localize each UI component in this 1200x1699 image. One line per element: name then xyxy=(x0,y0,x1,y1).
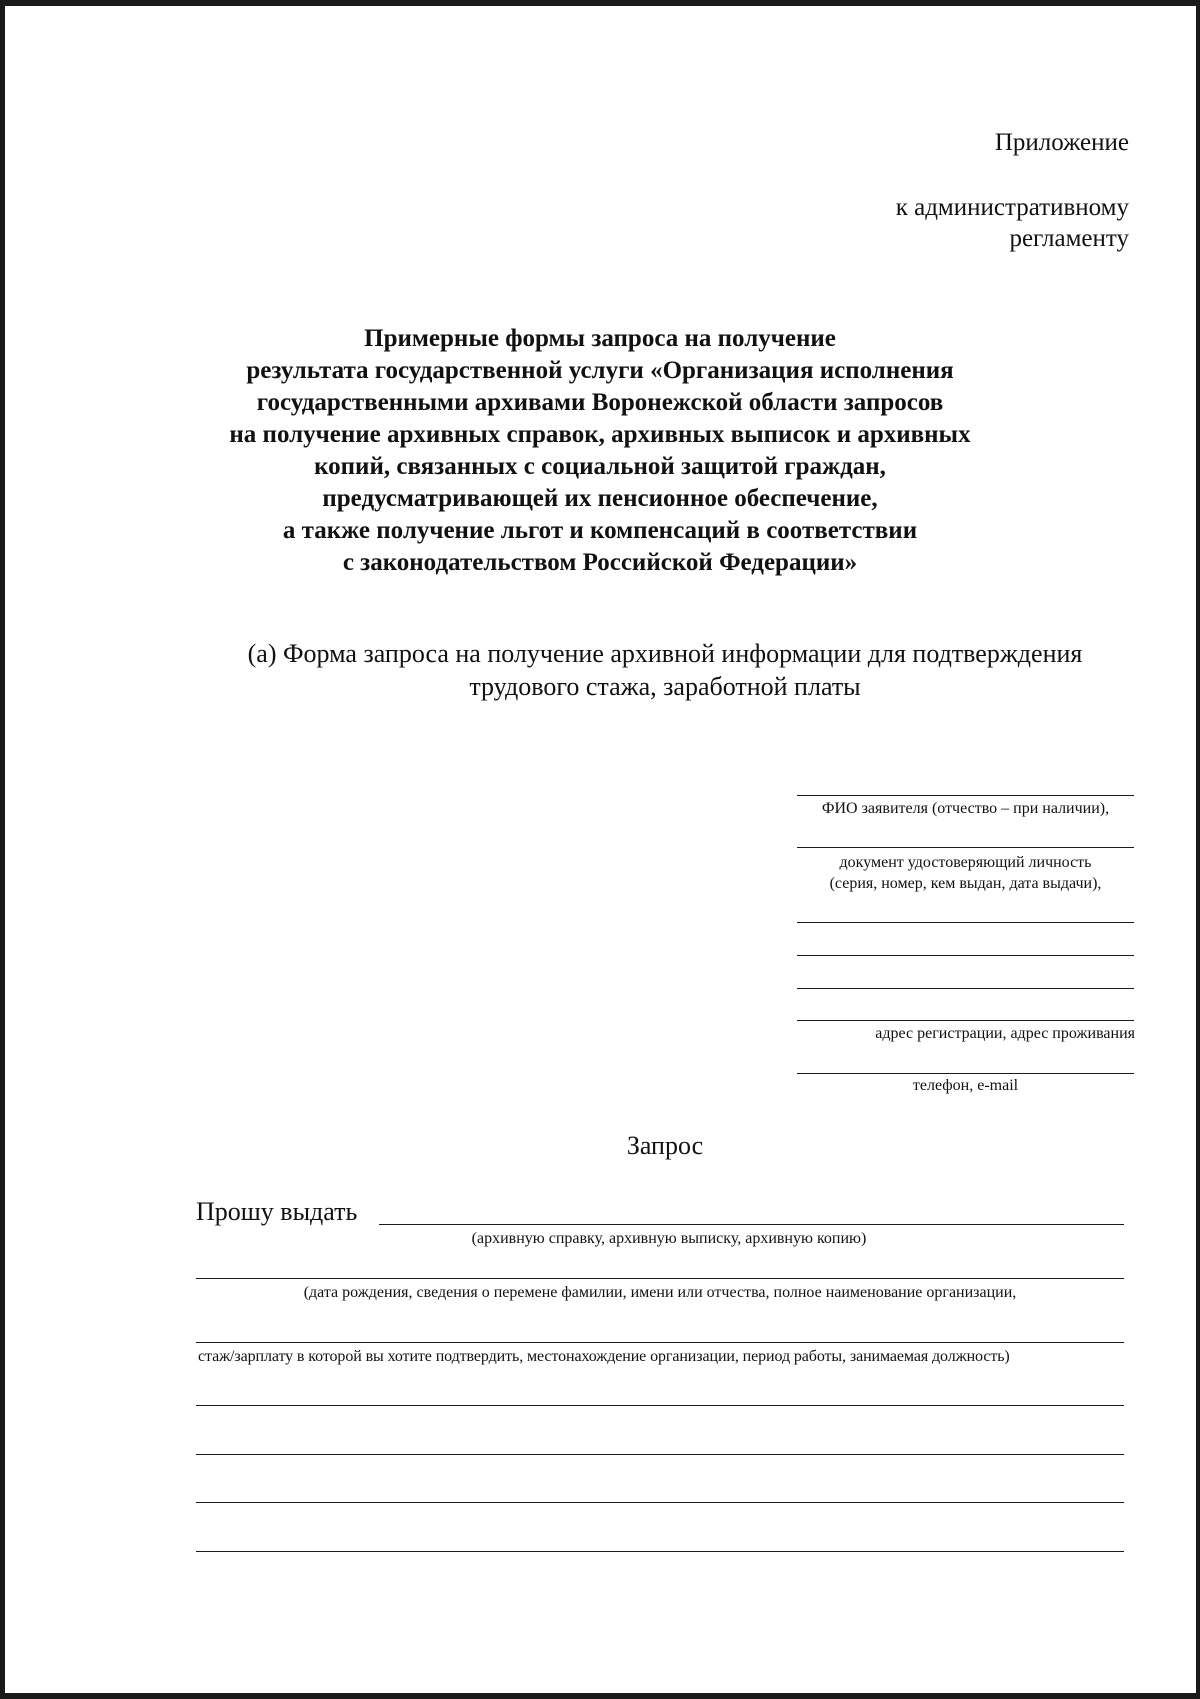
address-field-line-1[interactable] xyxy=(797,922,1134,923)
details-field-line-5[interactable] xyxy=(196,1502,1124,1503)
details-field-line-3[interactable] xyxy=(196,1405,1124,1406)
title-line: государственными архивами Воронежской области запросов xyxy=(256,389,944,416)
title-line: а также получение льгот и компенсаций в соответствии xyxy=(282,517,918,544)
address-field-line-2[interactable] xyxy=(797,955,1134,956)
fio-field-line[interactable] xyxy=(797,795,1134,796)
title-line: предусматривающей их пенсионное обеспечение, xyxy=(322,485,878,512)
document-title xyxy=(0,323,1200,579)
title-line: копий, связанных с социальной защитой граждан, xyxy=(314,453,886,480)
document-caption-1: документ удостоверяющий личность xyxy=(839,854,1092,871)
regulation-line-2: регламенту xyxy=(1009,225,1129,252)
appendix-label: Приложение xyxy=(994,129,1129,156)
issue-label: Прошу выдать xyxy=(196,1197,358,1226)
address-caption: адрес регистрации, адрес проживания xyxy=(875,1025,1135,1042)
title-line: с законодательством Российской Федерации» xyxy=(342,549,858,576)
address-field-line-4[interactable] xyxy=(797,1020,1134,1021)
request-heading: Запрос xyxy=(626,1131,704,1160)
details-caption-2: стаж/зарплату в которой вы хотите подтвердить, местонахождение организации, период работы, занимаемая должность) xyxy=(198,1348,1010,1365)
details-field-line-4[interactable] xyxy=(196,1454,1124,1455)
issue-field-line[interactable] xyxy=(379,1224,1124,1225)
details-field-line-2[interactable] xyxy=(196,1342,1124,1343)
document-field-line[interactable] xyxy=(797,847,1134,848)
details-field-line-6[interactable] xyxy=(196,1551,1124,1552)
document-caption-2: (серия, номер, кем выдан, дата выдачи), xyxy=(829,875,1102,892)
regulation-line-1: к административному xyxy=(895,194,1129,221)
address-field-line-3[interactable] xyxy=(797,988,1134,989)
fio-caption: ФИО заявителя (отчество – при наличии), xyxy=(821,800,1110,817)
issue-caption: (архивную справку, архивную выписку, архивную копию) xyxy=(471,1230,867,1247)
subtitle-line: (а) Форма запроса на получение архивной информации для подтверждения xyxy=(247,639,1083,668)
title-line: результата государственной услуги «Организация исполнения xyxy=(246,357,954,384)
contact-caption: телефон, e-mail xyxy=(912,1077,1019,1094)
details-caption-1: (дата рождения, сведения о перемене фамилии, имени или отчества, полное наименование организации, xyxy=(303,1284,1017,1301)
title-line: Примерные формы запроса на получение xyxy=(364,325,836,352)
form-subtitle xyxy=(0,637,1200,703)
details-field-line-1[interactable] xyxy=(196,1278,1124,1279)
contact-field-line[interactable] xyxy=(797,1073,1134,1074)
subtitle-line: трудового стажа, заработной платы xyxy=(469,672,861,701)
title-line: на получение архивных справок, архивных выписок и архивных xyxy=(229,421,971,448)
